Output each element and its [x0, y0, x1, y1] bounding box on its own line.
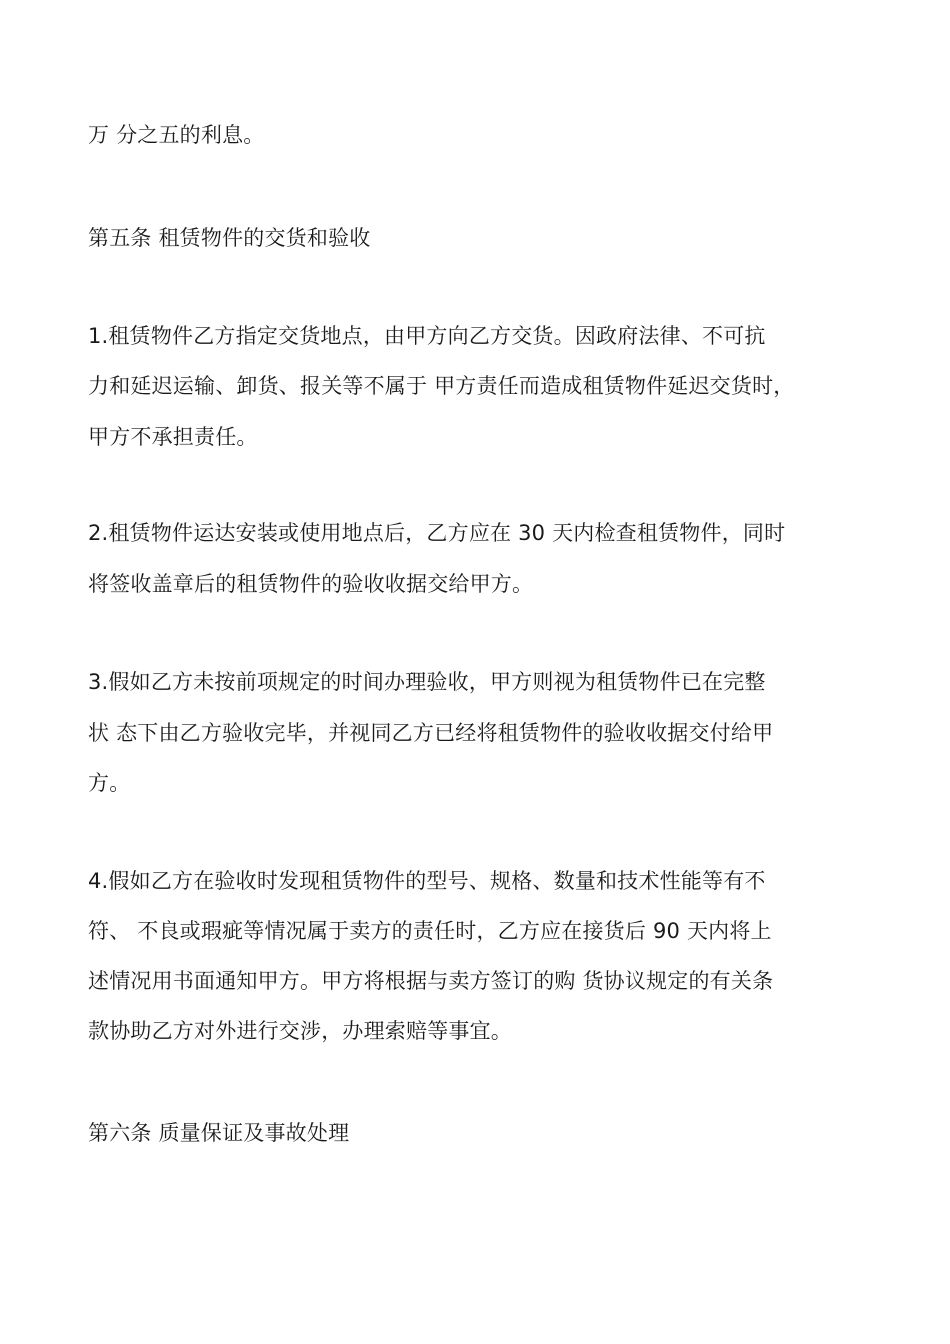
- section-heading-5: 第五条 租赁物件的交货和验收: [88, 226, 371, 250]
- text-line: 述情况用书面通知甲方。甲方将根据与卖方签订的购 货协议规定的有关条: [88, 969, 774, 993]
- text-line: 款协助乙方对外进行交涉，办理索赔等事宜。: [88, 1019, 512, 1043]
- text-line: 万 分之五的利息。: [88, 123, 265, 147]
- text-line: 方。: [88, 771, 131, 795]
- text-line: 将签收盖章后的租赁物件的验收收据交给甲方。: [88, 572, 534, 596]
- section-heading-6: 第六条 质量保证及事故处理: [88, 1121, 350, 1145]
- text-line: 状 态下由乙方验收完毕，并视同乙方已经将租赁物件的验收收据交付给甲: [88, 721, 774, 745]
- text-line: 3.假如乙方未按前项规定的时间办理验收，甲方则视为租赁物件已在完整: [88, 670, 766, 694]
- text-line: 力和延迟运输、卸货、报关等不属于 甲方责任而造成租赁物件延迟交货时，: [88, 374, 795, 398]
- text-line: 符、 不良或瑕疵等情况属于卖方的责任时，乙方应在接货后 90 天内将上: [88, 919, 772, 943]
- text-line: 1.租赁物件乙方指定交货地点，由甲方向乙方交货。因政府法律、不可抗: [88, 324, 766, 348]
- text-line: 2.租赁物件运达安装或使用地点后，乙方应在 30 天内检查租赁物件，同时: [88, 521, 786, 545]
- text-line: 4.假如乙方在验收时发现租赁物件的型号、规格、数量和技术性能等有不: [88, 869, 766, 893]
- text-line: 甲方不承担责任。: [88, 425, 258, 449]
